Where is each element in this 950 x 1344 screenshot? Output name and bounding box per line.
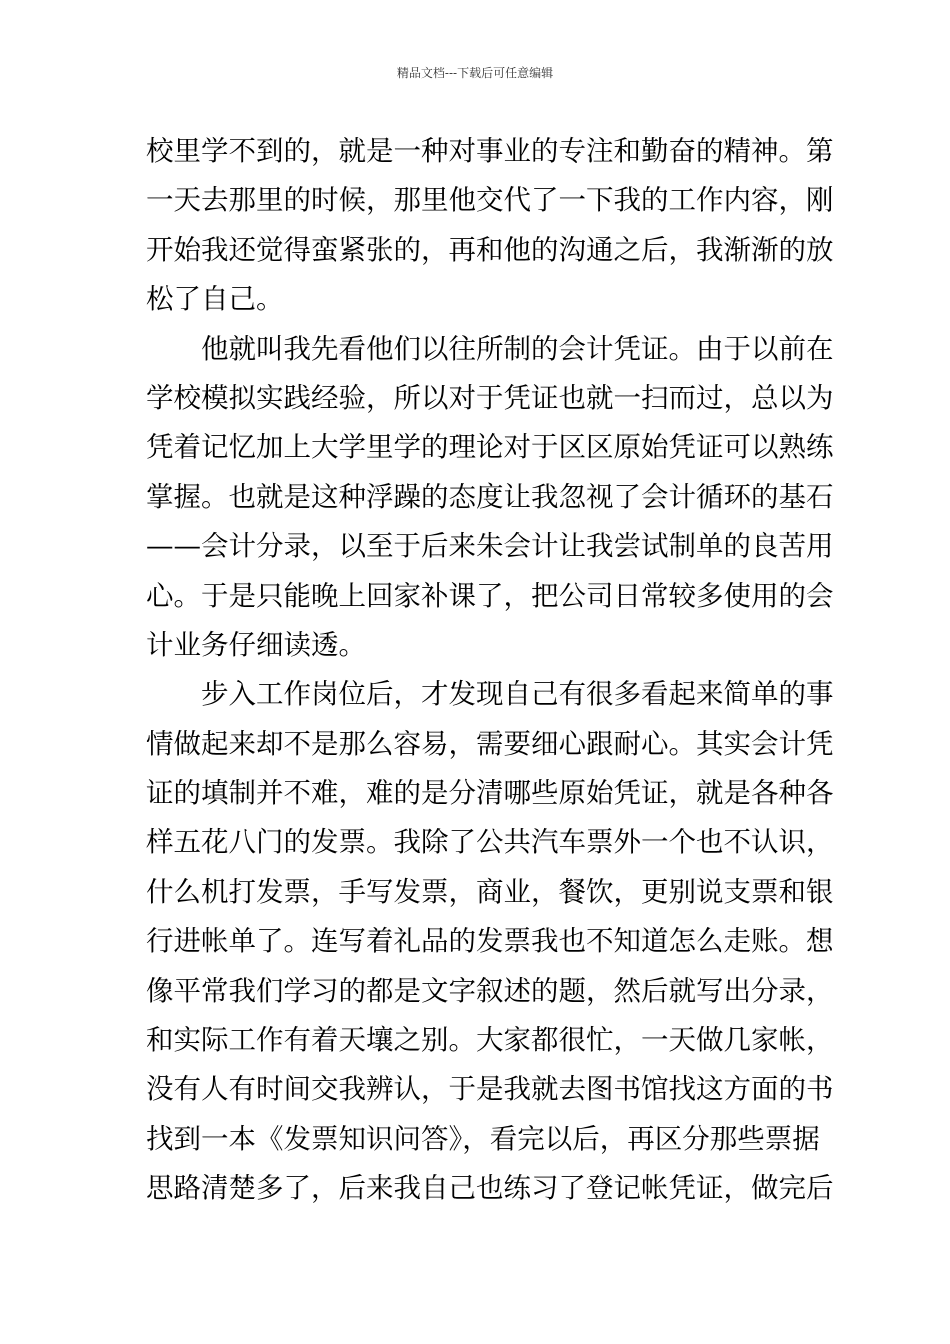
paragraph-line: 思路清楚多了，后来我自己也练习了登记帐凭证，做完后 (146, 1172, 834, 1205)
paragraph-line: 凭着记忆加上大学里学的理论对于区区原始凭证可以熟练 (146, 431, 834, 464)
paragraph-line: 和实际工作有着天壤之别。大家都很忙，一天做几家帐， (146, 1024, 834, 1057)
paragraph-line: 学校模拟实践经验，所以对于凭证也就一扫而过，总以为 (146, 381, 834, 414)
paragraph-line: 掌握。也就是这种浮躁的态度让我忽视了会计循环的基石 (146, 480, 834, 513)
document-body (146, 127, 834, 1214)
page-header: 精品文档---下载后可任意编辑 (396, 66, 554, 80)
paragraph-line: 找到一本《发票知识问答》，看完以后，再区分那些票据 (146, 1122, 820, 1155)
paragraph-line: 校里学不到的，就是一种对事业的专注和勤奋的精神。第 (146, 135, 834, 167)
paragraph-line: 松了自己。 (146, 283, 284, 316)
paragraph-line: 没有人有时间交我辨认，于是我就去图书馆找这方面的书 (146, 1073, 834, 1106)
paragraph-line: 步入工作岗位后，才发现自己有很多看起来简单的事 (201, 678, 834, 711)
paragraph-line: 心。于是只能晚上回家补课了，把公司日常较多使用的会 (146, 579, 834, 612)
paragraph-line: 样五花八门的发票。我除了公共汽车票外一个也不认识， (146, 826, 834, 859)
paragraph-line: 情做起来却不是那么容易，需要细心跟耐心。其实会计凭 (146, 727, 834, 760)
paragraph-line: 行进帐单了。连写着礼品的发票我也不知道怎么走账。想 (146, 925, 834, 958)
paragraph-line: 什么机打发票，手写发票，商业，餐饮，更别说支票和银 (146, 875, 834, 908)
paragraph-line: 像平常我们学习的都是文字叙述的题，然后就写出分录， (146, 974, 834, 1007)
paragraph-line: 证的填制并不难，难的是分清哪些原始凭证，就是各种各 (146, 777, 834, 810)
paragraph-line: 他就叫我先看他们以往所制的会计凭证。由于以前在 (201, 332, 834, 365)
paragraph-line: ——会计分录，以至于后来朱会计让我尝试制单的良苦用 (146, 530, 834, 563)
paragraph-line: 计业务仔细读透。 (146, 628, 366, 661)
paragraph-line: 一天去那里的时候，那里他交代了一下我的工作内容，刚 (146, 184, 834, 217)
paragraph-line: 开始我还觉得蛮紧张的，再和他的沟通之后，我渐渐的放 (146, 233, 834, 266)
